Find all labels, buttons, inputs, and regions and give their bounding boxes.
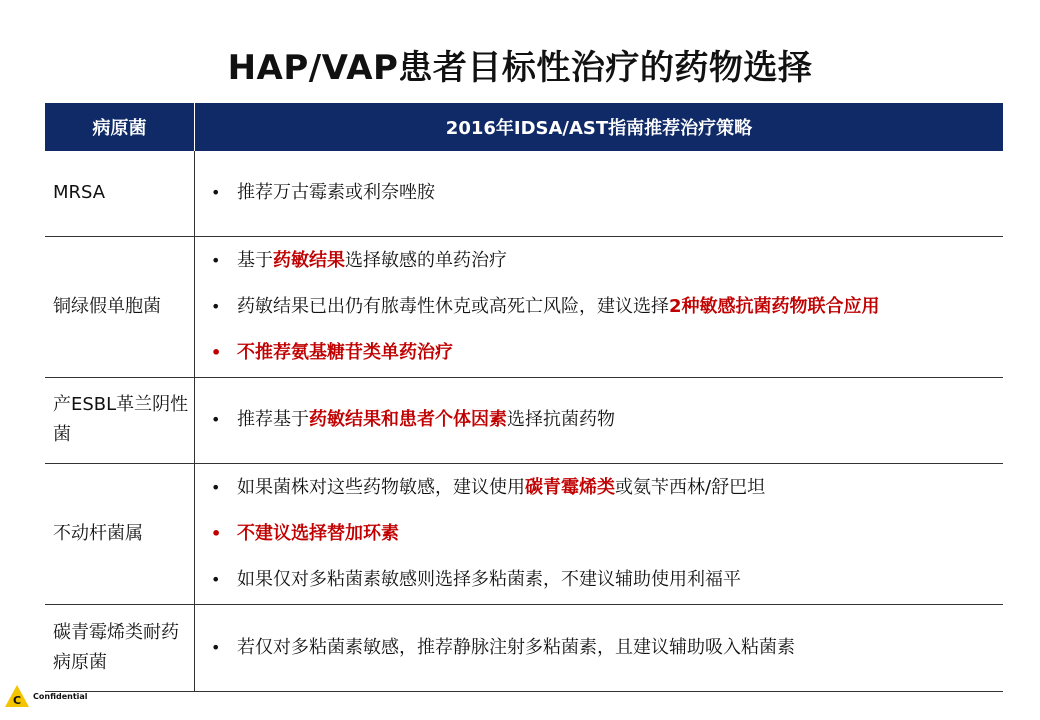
item-text: 推荐基于 xyxy=(237,409,309,430)
pathogen-cell: 铜绿假单胞菌 xyxy=(45,236,195,377)
item-text: 推荐万古霉素或利奈唑胺 xyxy=(237,182,435,204)
strategy-cell xyxy=(195,604,1004,691)
strategy-cell xyxy=(195,377,1004,463)
item-text: 如果菌株对这些药物敏感，建议使用 xyxy=(237,476,525,498)
item-text: 选择敏感的单药治疗 xyxy=(345,249,507,271)
strategy-item xyxy=(203,625,1003,671)
strategy-list xyxy=(203,397,1003,443)
item-text: 药敏结果已出仍有脓毒性休克或高死亡风险，建议选择 xyxy=(237,295,669,317)
triangle-logo-icon xyxy=(4,684,30,708)
strategy-item xyxy=(203,557,1003,603)
strategy-list xyxy=(203,465,1003,603)
strategy-item xyxy=(203,330,1003,376)
logo-letter: C xyxy=(12,694,22,707)
item-text: 选择抗菌药物 xyxy=(507,409,615,430)
strategy-list xyxy=(203,238,1003,376)
strategy-cell xyxy=(195,463,1004,604)
strategy-list xyxy=(203,625,1003,671)
strategy-item xyxy=(203,284,1003,330)
treatment-table xyxy=(45,103,1003,692)
item-text: 如果仅对多粘菌素敏感则选择多粘菌素，不建议辅助使用利福平 xyxy=(237,568,741,590)
strategy-cell xyxy=(195,151,1004,236)
table-row xyxy=(45,236,1003,377)
item-text: 不建议选择替加环素 xyxy=(237,522,399,544)
table-row xyxy=(45,377,1003,463)
table-row xyxy=(45,151,1003,236)
strategy-item xyxy=(203,170,1003,216)
item-text: 或氨苄西林/舒巴坦 xyxy=(615,476,766,498)
pathogen-cell: 碳青霉烯类耐药病原菌 xyxy=(45,604,195,691)
item-text: 若仅对多粘菌素敏感，推荐静脉注射多粘菌素，且建议辅助吸入粘菌素 xyxy=(237,636,795,658)
highlighted-text: 药敏结果 xyxy=(273,249,345,271)
strategy-cell xyxy=(195,236,1004,377)
strategy-item xyxy=(203,397,1003,443)
pathogen-cell: MRSA xyxy=(45,151,195,236)
strategy-item xyxy=(203,465,1003,511)
table-header-row xyxy=(45,103,1003,151)
header-pathogen: 病原菌 xyxy=(45,103,195,151)
confidential-logo xyxy=(4,684,88,708)
highlighted-text: 药敏结果和患者个体因素 xyxy=(309,409,507,430)
highlighted-text: 2种敏感抗菌药物联合应用 xyxy=(669,295,880,317)
strategy-list xyxy=(203,170,1003,216)
strategy-item xyxy=(203,238,1003,284)
highlighted-text: 碳青霉烯类 xyxy=(525,476,615,498)
pathogen-cell: 产ESBL革兰阴性菌 xyxy=(45,377,195,463)
confidential-label: Confidential xyxy=(33,691,88,701)
item-text: 基于 xyxy=(237,249,273,271)
pathogen-cell: 不动杆菌属 xyxy=(45,463,195,604)
page-title: HAP/VAP患者目标性治疗的药物选择 xyxy=(227,48,813,88)
header-strategy: 2016年IDSA/AST指南推荐治疗策略 xyxy=(195,103,1004,151)
table-row xyxy=(45,604,1003,691)
strategy-item xyxy=(203,511,1003,557)
table-row xyxy=(45,463,1003,604)
item-text: 不推荐氨基糖苷类单药治疗 xyxy=(237,341,453,363)
